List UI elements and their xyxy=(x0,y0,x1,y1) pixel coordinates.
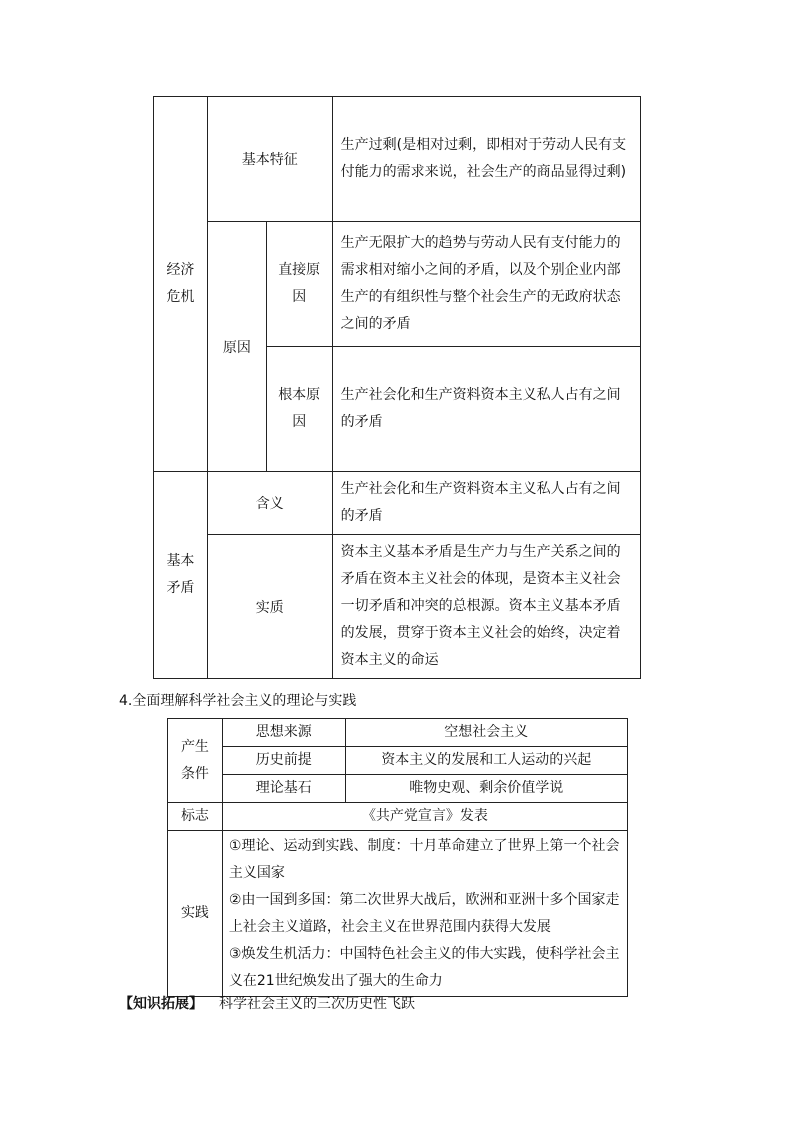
condition-value: 资本主义的发展和工人运动的兴起 xyxy=(345,747,627,775)
extension-text: 科学社会主义的三次历史性飞跃 xyxy=(219,996,415,1012)
practice-list xyxy=(222,831,627,997)
section-heading: 4.全面理解科学社会主义的理论与实践 xyxy=(119,693,357,709)
basic-feature-text: 生产过剩(是相对过剩，即相对于劳动人民有支付能力的需求来说，社会生产的商品显得过剩) xyxy=(332,97,640,222)
root-cause-label: 根本原 因 xyxy=(266,347,332,472)
condition-label: 理论基石 xyxy=(222,775,345,803)
condition-value: 唯物史观、剩余价值学说 xyxy=(345,775,627,803)
condition-label: 历史前提 xyxy=(222,747,345,775)
meaning-label: 含义 xyxy=(207,472,332,535)
conditions-label: 产生 条件 xyxy=(168,719,223,803)
crisis-label: 经济 危机 xyxy=(154,97,208,472)
knowledge-extension xyxy=(119,993,415,1015)
meaning-text: 生产社会化和生产资料资本主义私人占有之间的矛盾 xyxy=(332,472,640,535)
practice-label: 实践 xyxy=(168,831,223,997)
contradiction-label: 基本 矛盾 xyxy=(154,472,208,679)
root-cause-text: 生产社会化和生产资料资本主义私人占有之间的矛盾 xyxy=(332,347,640,472)
condition-label: 思想来源 xyxy=(222,719,345,747)
direct-cause-label: 直接原 因 xyxy=(266,222,332,347)
practice-item: ③焕发生机活力：中国特色社会主义的伟大实践，使科学社会主义在21世纪焕发出了强大的生命力 xyxy=(228,945,620,989)
condition-value: 空想社会主义 xyxy=(345,719,627,747)
economic-crisis-table xyxy=(153,96,641,679)
practice-item: ②由一国到多国：第二次世界大战后，欧洲和亚洲十多个国家走上社会主义道路，社会主义在世界范围内获得大发展 xyxy=(228,891,620,935)
essence-text: 资本主义基本矛盾是生产力与生产关系之间的矛盾在资本主义社会的体现，是资本主义社会一切矛盾和冲突的总根源。资本主义基本矛盾的发展，贯穿于资本主义社会的始终，决定着资本主义的命运 xyxy=(332,535,640,679)
socialism-table xyxy=(167,718,628,997)
cause-label: 原因 xyxy=(207,222,266,472)
extension-tag: 【知识拓展】 xyxy=(119,996,203,1012)
practice-item: ①理论、运动到实践、制度：十月革命建立了世界上第一个社会主义国家 xyxy=(228,837,620,881)
essence-label: 实质 xyxy=(207,535,332,679)
basic-feature-label: 基本特征 xyxy=(207,97,332,222)
symbol-label: 标志 xyxy=(168,803,223,831)
direct-cause-text: 生产无限扩大的趋势与劳动人民有支付能力的需求相对缩小之间的矛盾，以及个别企业内部生产的有组织性与整个社会生产的无政府状态之间的矛盾 xyxy=(332,222,640,347)
symbol-value: 《共产党宣言》发表 xyxy=(222,803,627,831)
